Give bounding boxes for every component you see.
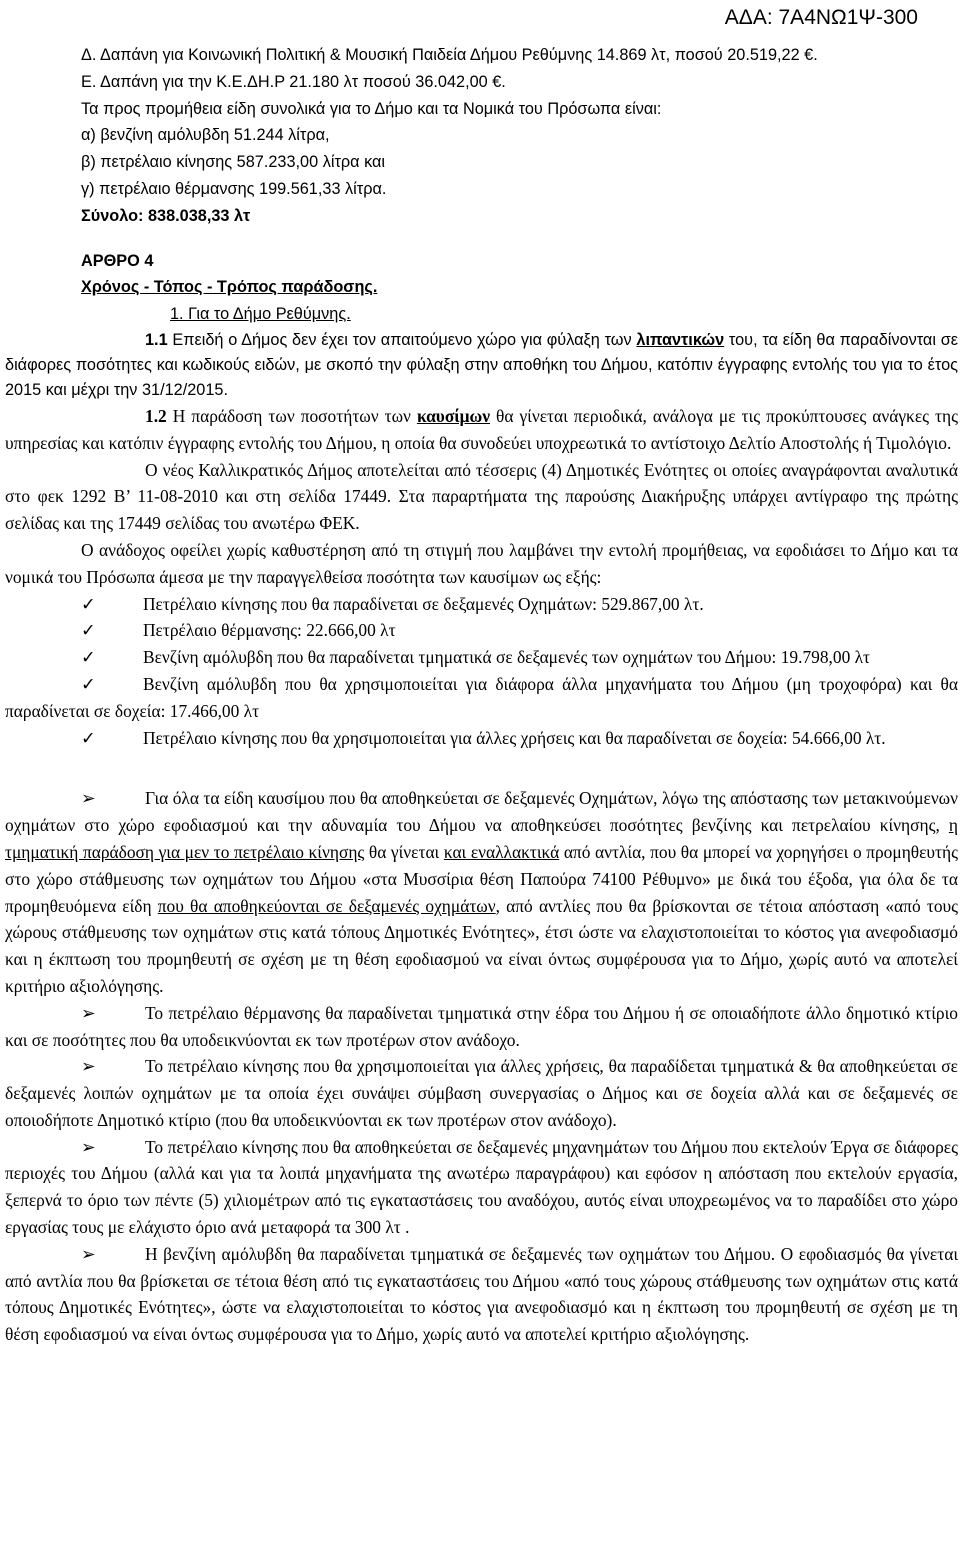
document-page [5, 42, 958, 1348]
arrow-underlined: και εναλλακτικά [443, 841, 560, 862]
arrow-bullet-icon: ➢ [81, 1002, 96, 1023]
check-text: Πετρέλαιο θέρμανσης: 22.666,00 λτ [143, 620, 396, 641]
check-item [5, 671, 958, 725]
check-text: Πετρέλαιο κίνησης που θα χρησιμοποιείται για άλλες χρήσεις και θα παραδίνεται σε δοχεία: 54.666,00 λτ. [143, 727, 886, 748]
arrow-bullet-icon: ➢ [81, 1243, 96, 1264]
check-text: Βενζίνη αμόλυβδη που θα παραδίνεται τμηματικά σε δεξαμενές των οχημάτων του Δήμου: 19.798,00 λτ [143, 647, 871, 668]
arrow-text: Η βενζίνη αμόλυβδη θα παραδίνεται τμηματικά σε δεξαμενές των οχημάτων του Δήμου. Ο εφοδιασμός θα γίνεται από αντλία που θα βρίσκεται σε τέτοια θέση από τις εγκαταστάσεις του Δήμου «από τους χώρους στάθμευσης των οχημάτων στις κατά τόπους Δημοτικές Ενότητες», ώστε να ελαχιστοποιείται το κόστος για ανεφοδιασμό και η έκπτωση του προμηθευτή σε σχέση με τη θέση εφοδιασμού να είναι όντως συμφέρουσα για το Δήμο, χωρίς αυτό να αποτελεί κριτήριο αξιολόγησης. [5, 1243, 958, 1345]
checkmark-icon: ✓ [81, 673, 96, 694]
arrow-text: Το πετρέλαιο κίνησης που θα χρησιμοποιείται για άλλες χρήσεις, θα παραδίδεται τμηματικά & θα αποθηκεύεται σε δεξαμενές λοιπών οχημάτων με τα οποία έχει συνάψει σύμβαση συνεργασίας ο Δήμος και σε δοχεία αλλά και σε δεξαμενές σε οποιοδήποτε Δημοτικό κτίριο (που θα υποδεικνύονται εκ των προτέρων στον ανάδοχο). [5, 1056, 958, 1130]
checkmark-icon: ✓ [81, 593, 96, 614]
arrow-item [5, 1053, 958, 1133]
arrow-underlined: που θα αποθηκεύονται σε δεξαμενές οχημάτων [157, 895, 496, 916]
total-line: Σύνολο: 838.038,33 λτ [81, 206, 251, 225]
para-text: του, τα είδη θα παραδίνονται σε διάφορες ποσότητες και κωδικούς ειδών, με σκοπό την φύλαξη στην αποθήκη του Δήμου, κατόπιν έγγραφης εντολής του για το έτος 2015 και μέχρι την 31/12/2015. [5, 330, 959, 399]
section-heading: 1. Για το Δήμο Ρεθύμνης. [170, 305, 351, 324]
item-a: α) βενζίνη αμόλυβδη 51.244 λίτρα, [81, 126, 330, 145]
arrow-item [5, 1000, 958, 1054]
items-intro: Τα προς προμήθεια είδη συνολικά για το Δήμο και τα Νομικά του Πρόσωπα είναι: [81, 99, 662, 118]
arrow-item [5, 785, 958, 999]
check-item [5, 644, 958, 671]
arrow-text: , από αντλίες που θα βρίσκονται σε τέτοια απόσταση «από τους χώρους στάθμευσης των οχημάτων στις κατά τόπους Δημοτικές Ενότητες», έτσι ώστε να ελαχιστοποιείται το κόστος για ανεφοδιασμό και η έκπτωση του προμηθευτή σε σχέση με τη θέση εφοδιασμού να είναι όντως συμφέρουσα για το Δήμο, χωρίς αυτό να αποτελεί κριτήριο αξιολόγησης. [5, 895, 959, 996]
arrow-item [5, 1134, 958, 1241]
arrow-text: θα γίνεται [364, 841, 444, 862]
arrow-text: από αντλία, που θα μπορεί να χορηγήσει ο προμηθευτής στο χώρο στάθμευσης των οχημάτων του Δήμου «στα Μυσσίρια θέση Παπούρα 74100 Ρέθυμνο» με δικά του έξοδα, για όλα δε τα προμηθευόμενα είδη [5, 841, 959, 916]
item-b: β) πετρέλαιο κίνησης 587.233,00 λίτρα και [81, 153, 386, 172]
para-text: θα γίνεται περιοδικά, ανάλογα με τις προκύπτουσες ανάγκες της υπηρεσίας και κατόπιν έγγραφης εντολής του Δήμου, η οποία θα συνοδεύει υποχρεωτικά το αντίστοιχο Δελτίο Αποστολής ή Τιμολόγιο. [5, 405, 958, 453]
para-emphasis: καυσίμων [416, 405, 491, 426]
arrow-text: Το πετρέλαιο θέρμανσης θα παραδίνεται τμηματικά στην έδρα του Δήμου ή σε οποιαδήποτε άλλο δημοτικό κτίριο και σε ποσότητες που θα υποδεικνύονται εκ των προτέρων στον ανάδοχο. [5, 1002, 958, 1050]
arrow-bullet-icon: ➢ [81, 788, 96, 809]
para-text: Η παράδοση των ποσοτήτων των [166, 405, 417, 426]
article-subtitle: Χρόνος - Τόπος - Τρόπος παράδοσης. [81, 278, 378, 297]
ada-code: ΑΔΑ: 7Α4ΝΩ1Ψ-300 [724, 6, 918, 29]
checkmark-icon: ✓ [81, 647, 96, 668]
para-number: 1.1 [145, 330, 168, 349]
article-title: ΑΡΘΡΟ 4 [81, 251, 154, 270]
arrow-text: Το πετρέλαιο κίνησης που θα αποθηκεύεται σε δεξαμενές μηχανημάτων του Δήμου που εκτελούν Έργα σε διάφορες περιοχές του Δήμου (αλλά και για τα λοιπά μηχανήματα της ανωτέρω παραγράφου) και εφόσον η απόσταση που εκτελούν εργασία, ξεπερνά το όριο των πέντε (5) χιλιομέτρων από τις εγκαταστάσεις του αναδόχου, αυτός είναι υποχρεωμένος να το παραδίδει στο χώρο εργασίας τους με ελάχιστο όριο ανά μεταφορά τα 300 λτ . [5, 1136, 958, 1238]
paragraph-contractor: Ο ανάδοχος οφείλει χωρίς καθυστέρηση από τη στιγμή που λαμβάνει την εντολή προμήθειας, να εφοδιάσει το Δήμο και τα νομικά του Πρόσωπα άμεσα με την παραγγελθείσα ποσότητα των καυσίμων ως εξής: [5, 539, 958, 587]
check-item [5, 725, 958, 752]
arrow-underlined: η τμηματική παράδοση για μεν το πετρέλαιο κίνησης [5, 815, 958, 862]
item-c: γ) πετρέλαιο θέρμανσης 199.561,33 λίτρα. [81, 179, 387, 198]
para-emphasis: λιπαντικών [636, 330, 725, 349]
arrow-text: Για όλα τα είδη καυσίμου που θα αποθηκεύεται σε δεξαμενές Οχημάτων, λόγω της απόστασης των μετακινούμενων οχημάτων στο χώρο εφοδιασμού και την αδυναμία του Δήμου να αποθηκεύσει ποσότητες βενζίνης και πετρελαίου κίνησης, [5, 788, 958, 836]
paragraph-1-1 [5, 328, 958, 403]
checkmark-icon: ✓ [81, 620, 96, 641]
item-d: Δ. Δαπάνη για Κοινωνική Πολιτική & Μουσική Παιδεία Δήμου Ρεθύμνης 14.869 λτ, ποσού 20.519,22 €. [81, 46, 818, 64]
paragraph-kallikratis: Ο νέος Καλλικρατικός Δήμος αποτελείται από τέσσερις (4) Δημοτικές Ενότητες οι οποίες αναγράφονται αναλυτικά στο φεκ 1292 Β’ 11-08-2010 και στη σελίδα 17449. Στα παραρτήματα της παρούσης Διακήρυξης υπάρχει αντίγραφο της πρώτης σελίδας και της 17449 σελίδας του ανωτέρω ΦΕΚ. [5, 459, 958, 534]
check-text: Βενζίνη αμόλυβδη που θα χρησιμοποιείται για διάφορα άλλα μηχανήματα του Δήμου (μη τροχοφόρα) και θα παραδίνεται σε δοχεία: 17.466,00 λτ [5, 673, 958, 721]
paragraph-1-2 [5, 403, 958, 457]
arrow-bullet-icon: ➢ [81, 1056, 96, 1077]
check-item [5, 591, 958, 618]
check-text: Πετρέλαιο κίνησης που θα παραδίνεται σε δεξαμενές Οχημάτων: 529.867,00 λτ. [143, 593, 704, 614]
check-item [5, 617, 958, 644]
para-text: Επειδή ο Δήμος δεν έχει τον απαιτούμενο χώρο για φύλαξη των [167, 330, 637, 349]
para-number: 1.2 [145, 405, 167, 426]
arrow-bullet-icon: ➢ [81, 1136, 96, 1157]
checkmark-icon: ✓ [81, 727, 96, 748]
item-e: Ε. Δαπάνη για την Κ.Ε.ΔΗ.Ρ 21.180 λτ ποσού 36.042,00 €. [81, 72, 506, 91]
arrow-item [5, 1241, 958, 1348]
